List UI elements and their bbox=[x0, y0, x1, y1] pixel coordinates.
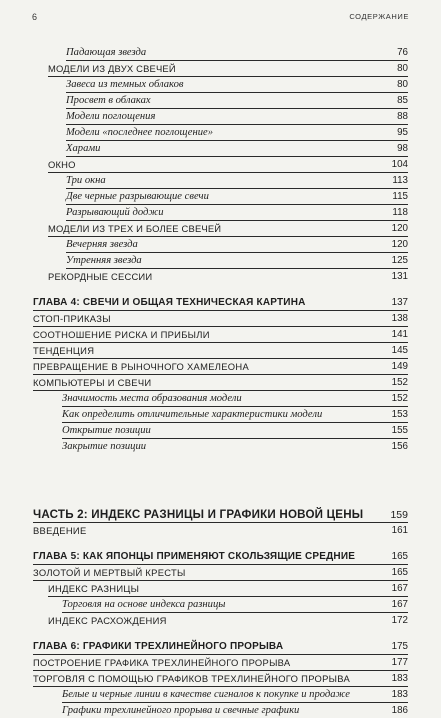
toc-entry-page: 120 bbox=[391, 223, 408, 234]
toc-entry-page: 152 bbox=[391, 393, 408, 404]
toc-entry-page: 175 bbox=[391, 641, 408, 652]
toc-entry-title: Завеса из темных облаков bbox=[66, 79, 184, 90]
toc-entry bbox=[66, 204, 408, 221]
toc-chapter bbox=[33, 294, 408, 311]
toc-entry bbox=[62, 702, 408, 718]
toc-entry-title: КОМПЬЮТЕРЫ И СВЕЧИ bbox=[33, 377, 152, 388]
toc-entry bbox=[48, 156, 408, 173]
toc-entry-title: ТЕНДЕНЦИЯ bbox=[33, 345, 95, 356]
toc-entry bbox=[33, 326, 408, 343]
toc-entry bbox=[48, 220, 408, 237]
toc-entry-title: ПРЕВРАЩЕНИЕ В РЫНОЧНОГО ХАМЕЛЕОНА bbox=[33, 361, 249, 372]
toc-entry-title: ТОРГОВЛЯ С ПОМОЩЬЮ ГРАФИКОВ ТРЕХЛИНЕЙНОГО ПРОРЫВА bbox=[33, 673, 351, 684]
toc-entry bbox=[33, 564, 408, 581]
toc-entry-page: 145 bbox=[391, 345, 408, 356]
toc-entry bbox=[48, 580, 408, 597]
toc-entry bbox=[62, 406, 408, 423]
toc-entry-page: 161 bbox=[391, 525, 408, 536]
toc-entry-title: ИНДЕКС РАСХОЖДЕНИЯ bbox=[48, 615, 167, 626]
toc-entry bbox=[66, 92, 408, 109]
toc-entry-page: 186 bbox=[391, 705, 408, 716]
toc-entry bbox=[33, 654, 408, 671]
toc-entry-page: 98 bbox=[397, 143, 408, 154]
toc-entry-page: 149 bbox=[391, 361, 408, 372]
toc-entry bbox=[33, 374, 408, 391]
toc-entry bbox=[66, 172, 408, 189]
toc-entry-title: Утренняя звезда bbox=[66, 255, 142, 266]
toc-entry-page: 156 bbox=[391, 441, 408, 452]
toc-entry-page: 183 bbox=[391, 689, 408, 700]
toc-entry-title: Вечерняя звезда bbox=[66, 239, 138, 250]
toc-entry-title: Модели «последнее поглощение» bbox=[66, 127, 214, 138]
toc-entry-title: ИНДЕКС РАЗНИЦЫ bbox=[48, 583, 140, 594]
toc-entry-title: Падающая звезда bbox=[66, 47, 147, 58]
toc-entry-page: 76 bbox=[397, 47, 408, 58]
toc-entry-title: ВВЕДЕНИЕ bbox=[33, 525, 87, 536]
toc-entry-title: МОДЕЛИ ИЗ ДВУХ СВЕЧЕЙ bbox=[48, 63, 176, 74]
toc-entry-page: 80 bbox=[397, 79, 408, 90]
toc-entry-page: 172 bbox=[391, 615, 408, 626]
toc-entry bbox=[66, 124, 408, 141]
toc-part-title: ЧАСТЬ 2: ИНДЕКС РАЗНИЦЫ И ГРАФИКИ НОВОЙ ЦЕНЫ bbox=[33, 508, 364, 521]
toc-entry bbox=[66, 188, 408, 205]
toc-entry-page: 177 bbox=[391, 657, 408, 668]
toc-entry-title: Закрытие позиции bbox=[62, 441, 147, 452]
toc-entry-title: ПОСТРОЕНИЕ ГРАФИКА ТРЕХЛИНЕЙНОГО ПРОРЫВА bbox=[33, 657, 291, 668]
toc-entry-title: Открытие позиции bbox=[62, 425, 151, 436]
toc-entry bbox=[33, 358, 408, 375]
toc-entry-title: Две черные разрывающие свечи bbox=[66, 191, 209, 202]
toc-entry bbox=[66, 108, 408, 125]
toc-entry-page: 165 bbox=[391, 567, 408, 578]
toc-entry bbox=[33, 342, 408, 359]
toc-entry bbox=[48, 612, 408, 628]
toc-entry-page: 85 bbox=[397, 95, 408, 106]
toc-entry-page: 80 bbox=[397, 63, 408, 74]
toc-entry-page: 115 bbox=[392, 191, 408, 202]
toc-chapter-title: ГЛАВА 6: ГРАФИКИ ТРЕХЛИНЕЙНОГО ПРОРЫВА bbox=[33, 641, 284, 652]
running-head: СОДЕРЖАНИЕ bbox=[349, 12, 409, 21]
toc-entry-page: 131 bbox=[391, 271, 408, 282]
toc-entry-page: 113 bbox=[392, 175, 408, 186]
toc-entry-page: 159 bbox=[390, 509, 408, 521]
toc-entry-page: 104 bbox=[391, 159, 408, 170]
toc-entry-page: 125 bbox=[391, 255, 408, 266]
toc-entry bbox=[62, 438, 408, 454]
toc-entry-title: Графики трехлинейного прорыва и свечные графики bbox=[62, 705, 300, 716]
toc-entry bbox=[66, 44, 408, 61]
toc-entry-page: 88 bbox=[397, 111, 408, 122]
toc-entry-title: Харами bbox=[66, 143, 101, 154]
toc-entry-title: СТОП-ПРИКАЗЫ bbox=[33, 313, 111, 324]
toc-entry bbox=[66, 236, 408, 253]
toc-entry-title: МОДЕЛИ ИЗ ТРЕХ И БОЛЕЕ СВЕЧЕЙ bbox=[48, 223, 222, 234]
toc-entry-page: 155 bbox=[391, 425, 408, 436]
toc-entry-title: Значимость места образования модели bbox=[62, 393, 242, 404]
toc-entry-title: ОКНО bbox=[48, 159, 76, 170]
toc-entry bbox=[48, 60, 408, 77]
toc-chapter-title: ГЛАВА 4: СВЕЧИ И ОБЩАЯ ТЕХНИЧЕСКАЯ КАРТИНА bbox=[33, 297, 306, 308]
toc-entry-title: Просвет в облаках bbox=[66, 95, 151, 106]
toc-entry bbox=[62, 596, 408, 613]
toc-entry-page: 138 bbox=[391, 313, 408, 324]
toc-entry bbox=[33, 670, 408, 687]
toc-entry-title: Модели поглощения bbox=[66, 111, 156, 122]
toc-entry-title: Как определить отличительные характеристики модели bbox=[62, 409, 323, 420]
toc-chapter bbox=[33, 548, 408, 565]
toc-entry bbox=[62, 390, 408, 407]
toc-entry bbox=[66, 76, 408, 93]
toc-entry-page: 167 bbox=[391, 599, 408, 610]
toc-entry-page: 167 bbox=[391, 583, 408, 594]
toc-entry-page: 120 bbox=[391, 239, 408, 250]
toc-entry bbox=[33, 310, 408, 327]
toc-part bbox=[33, 504, 408, 523]
toc-entry bbox=[62, 422, 408, 439]
toc-chapter bbox=[33, 638, 408, 655]
toc-entry bbox=[66, 140, 408, 157]
toc-entry-page: 118 bbox=[392, 207, 408, 218]
toc-entry bbox=[33, 522, 408, 538]
toc-entry-page: 152 bbox=[391, 377, 408, 388]
toc-entry-title: СООТНОШЕНИЕ РИСКА И ПРИБЫЛИ bbox=[33, 329, 210, 340]
page-header bbox=[0, 0, 441, 30]
toc-entry bbox=[48, 268, 408, 284]
toc-entry-page: 141 bbox=[391, 329, 408, 340]
toc-entry-title: ЗОЛОТОЙ И МЕРТВЫЙ КРЕСТЫ bbox=[33, 567, 186, 578]
page-number: 6 bbox=[32, 12, 38, 22]
toc-entry-page: 137 bbox=[391, 297, 408, 308]
toc-entry-title: Торговля на основе индекса разницы bbox=[62, 599, 226, 610]
toc-entry-page: 183 bbox=[391, 673, 408, 684]
toc-entry-title: Три окна bbox=[66, 175, 106, 186]
toc-entry-title: Разрывающий доджи bbox=[66, 207, 164, 218]
toc-entry-title: Белые и черные линии в качестве сигналов к покупке и продаже bbox=[62, 689, 350, 700]
toc-entry-page: 165 bbox=[391, 551, 408, 562]
toc-chapter-title: ГЛАВА 5: КАК ЯПОНЦЫ ПРИМЕНЯЮТ СКОЛЬЗЯЩИЕ СРЕДНИЕ bbox=[33, 551, 356, 562]
toc-entry-title: РЕКОРДНЫЕ СЕССИИ bbox=[48, 271, 153, 282]
toc-entry bbox=[66, 252, 408, 269]
toc-entry-page: 95 bbox=[397, 127, 408, 138]
toc-entry-page: 153 bbox=[391, 409, 408, 420]
toc-entry bbox=[62, 686, 408, 703]
